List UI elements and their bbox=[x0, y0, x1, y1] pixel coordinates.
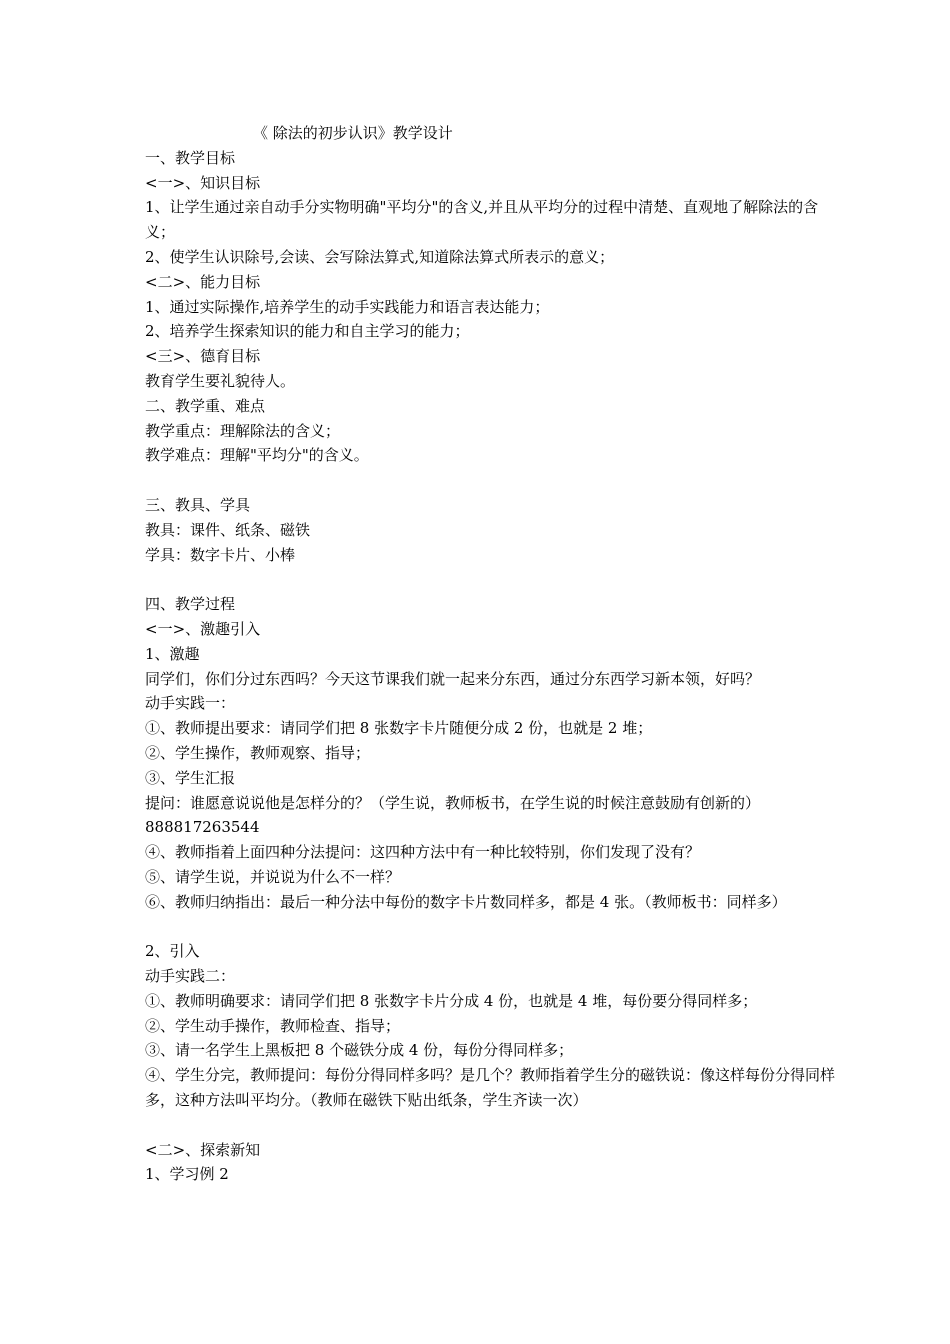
paragraph: ②、学生操作，教师观察、指导； bbox=[145, 743, 371, 762]
document-page bbox=[145, 121, 835, 1187]
blank-line bbox=[145, 567, 835, 592]
paragraph: 1、学习例 2 bbox=[145, 1165, 229, 1184]
paragraph: 2、使学生认识除号,会读、会写除法算式,知道除法算式所表示的意义； bbox=[145, 247, 615, 266]
subsection-heading: <二>、探索新知 bbox=[145, 1140, 261, 1159]
blank-line bbox=[145, 1113, 835, 1138]
paragraph: ⑤、请学生说，并说说为什么不一样？ bbox=[145, 867, 401, 886]
subsection-heading: <三>、德育目标 bbox=[145, 347, 261, 366]
paragraph: ④、教师指着上面四种分法提问：这四种方法中有一种比较特别，你们发现了没有？ bbox=[145, 843, 701, 862]
paragraph: ②、学生动手操作，教师检查、指导； bbox=[145, 1016, 401, 1035]
section-heading: 三、教具、学具 bbox=[145, 495, 251, 514]
paragraph: 教育学生要礼貌待人。 bbox=[145, 371, 296, 390]
paragraph: 教具：课件、纸条、磁铁 bbox=[145, 520, 311, 539]
subsection-heading: <一>、知识目标 bbox=[145, 173, 261, 192]
section-heading: 二、教学重、难点 bbox=[145, 396, 266, 415]
subsection-heading: <二>、能力目标 bbox=[145, 272, 261, 291]
paragraph: ①、教师明确要求：请同学们把 8 张数字卡片分成 4 份，也就是 4 堆，每份要分得同样多； bbox=[145, 991, 758, 1010]
paragraph: ⑥、教师归纳指出：最后一种分法中每份的数字卡片数同样多，都是 4 张。（教师板书：同样多） bbox=[145, 892, 787, 911]
paragraph: 提问：谁愿意说说他是怎样分的？（学生说，教师板书，在学生说的时候注意鼓励有创新的） bbox=[145, 793, 761, 812]
paragraph: 同学们，你们分过东西吗？今天这节课我们就一起来分东西，通过分东西学习新本领，好吗？ bbox=[145, 669, 761, 688]
paragraph: 动手实践二： bbox=[145, 967, 236, 986]
document-title: 《 除法的初步认识》教学设计 bbox=[253, 124, 453, 142]
paragraph: 2、培养学生探索知识的能力和自主学习的能力； bbox=[145, 322, 470, 341]
paragraph: ①、教师提出要求：请同学们把 8 张数字卡片随便分成 2 份，也就是 2 堆； bbox=[145, 719, 653, 738]
paragraph: 1、激趣 bbox=[145, 644, 200, 663]
subsection-heading: <一>、激趣引入 bbox=[145, 619, 261, 638]
subsection-heading: 2、引入 bbox=[145, 942, 200, 961]
blank-line bbox=[145, 468, 835, 493]
paragraph: 教学重点：理解除法的含义； bbox=[145, 421, 341, 440]
paragraph: ③、请一名学生上黑板把 8 个磁铁分成 4 份，每份分得同样多； bbox=[145, 1041, 574, 1060]
paragraph: 888817263544 bbox=[145, 818, 260, 837]
paragraph: 1、通过实际操作,培养学生的动手实践能力和语言表达能力； bbox=[145, 297, 550, 316]
paragraph: 教学难点：理解"平均分"的含义。 bbox=[145, 446, 369, 465]
paragraph: ④、学生分完，教师提问：每份分得同样多吗？是几个？教师指着学生分的磁铁说：像这样每份分得同样多，这种方法叫平均分。（教师在磁铁下贴出纸条，学生齐读一次） bbox=[145, 1066, 836, 1110]
paragraph: 动手实践一： bbox=[145, 694, 236, 713]
blank-line bbox=[145, 915, 835, 940]
paragraph: ③、学生汇报 bbox=[145, 768, 236, 787]
paragraph: 学具：数字卡片、小棒 bbox=[145, 545, 296, 564]
section-heading: 四、教学过程 bbox=[145, 595, 236, 614]
paragraph: 1、让学生通过亲自动手分实物明确"平均分"的含义,并且从平均分的过程中清楚、直观地了解除法的含义； bbox=[145, 198, 819, 242]
section-heading: 一、教学目标 bbox=[145, 148, 236, 167]
